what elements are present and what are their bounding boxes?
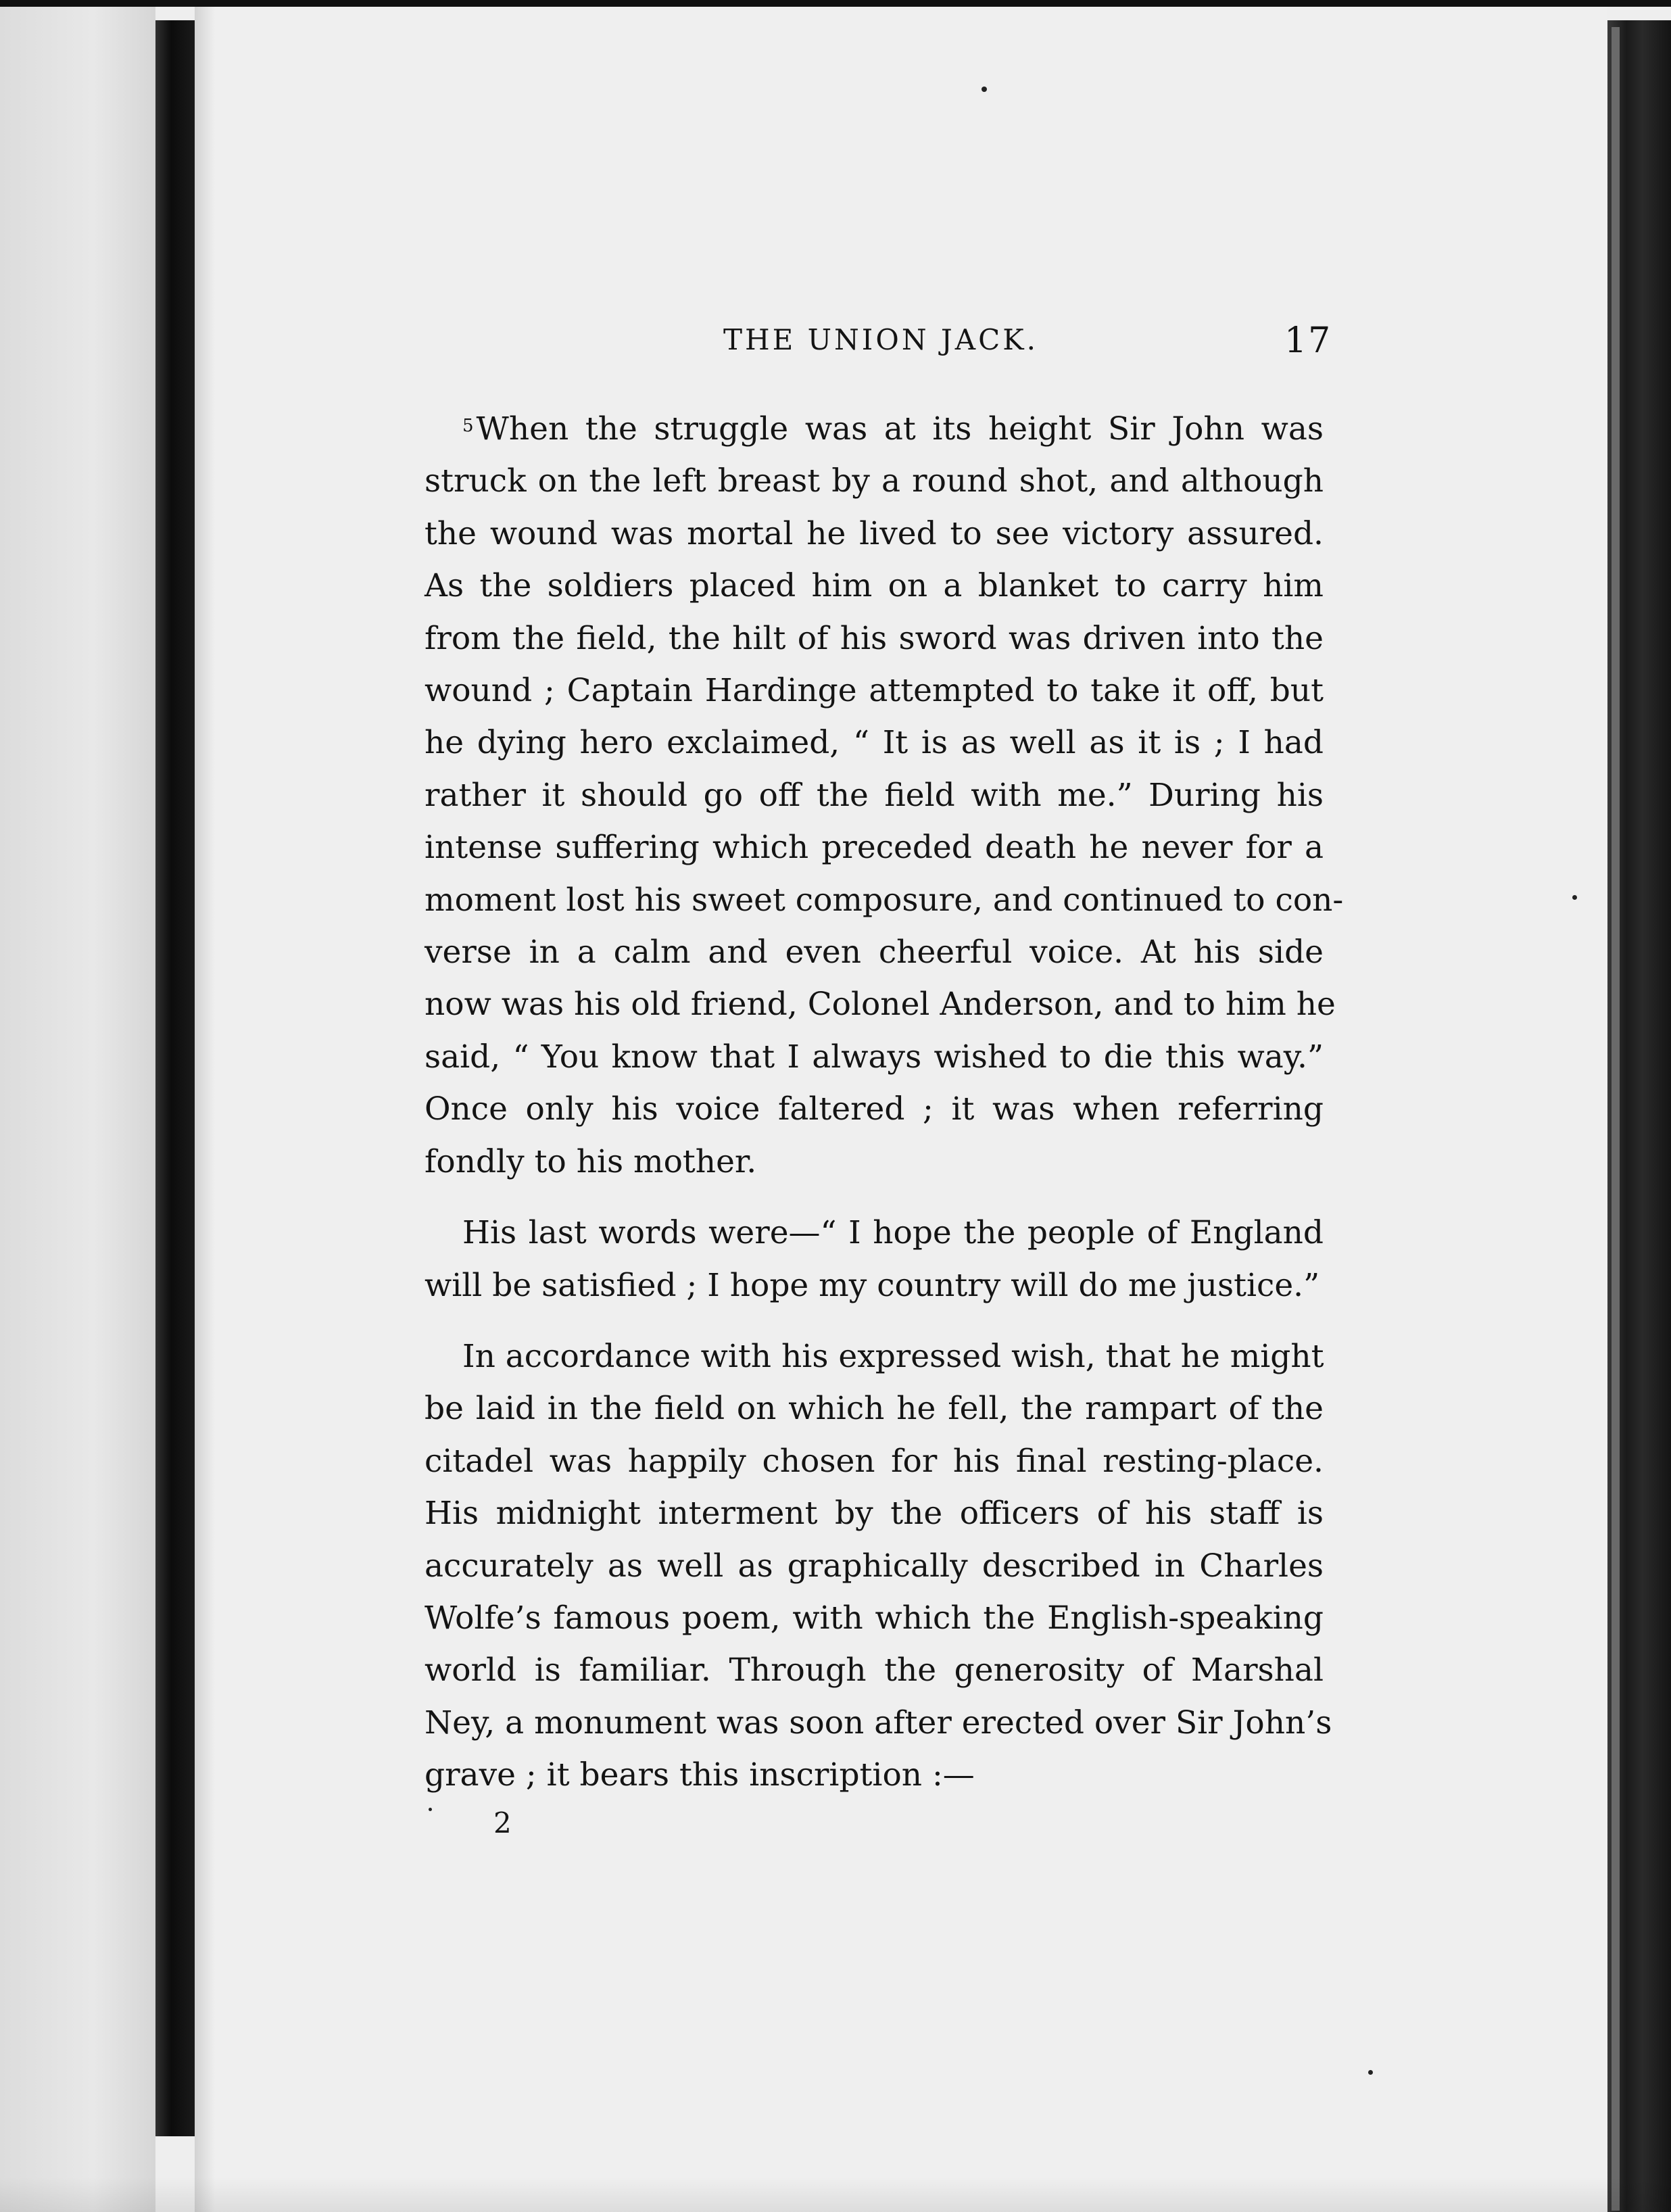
text-line: rather it should go off the field with me.” During his (425, 776, 1324, 814)
text-line: moment lost his sweet composure, and continued to con- (425, 881, 1344, 919)
text-line: As the soldiers placed him on a blanket to carry him (425, 567, 1324, 605)
text-line: verse in a calm and even cheerful voice. At his side (425, 934, 1324, 971)
text-line: world is familiar. Through the generosity of Marshal (425, 1652, 1324, 1689)
scan-speck (982, 87, 987, 92)
text-line: the wound was mortal he lived to see victory assured. (425, 514, 1324, 552)
footnote-marker: 5 (462, 416, 474, 436)
text-line: fondly to his mother. (425, 1143, 757, 1180)
scan-speck (1572, 895, 1577, 900)
text-line: Once only his voice faltered ; it was when referring (425, 1090, 1324, 1128)
bottom-shadow (0, 2177, 1671, 2212)
text-line: Ney, a monument was soon after erected over Sir John’s (425, 1704, 1332, 1741)
text-line: grave ; it bears this inscription :— (425, 1756, 975, 1794)
book-gutter (155, 20, 195, 2136)
scan-speck (429, 1808, 432, 1811)
text-line: Wolfe’s famous poem, with which the English-speaking (425, 1599, 1324, 1637)
gutter-shadow (195, 0, 215, 2212)
text-line: he dying hero exclaimed, “ It is as well as it is ; I had (425, 724, 1324, 762)
paragraph-1 (425, 400, 1344, 1188)
text-line: be laid in the field on which he fell, the rampart of the (425, 1390, 1324, 1428)
text-line: In accordance with his expressed wish, that he might (462, 1337, 1324, 1375)
scan-speck (1368, 2070, 1373, 2075)
paragraph-3 (425, 1330, 1332, 1802)
body-text (425, 400, 1344, 1802)
printer-signature-mark: 2 (493, 1806, 512, 1840)
text-line: citadel was happily chosen for his final resting-place. (425, 1442, 1324, 1480)
text-line: will be satisfied ; I hope my country will do me justice.” (425, 1266, 1320, 1304)
text-line: accurately as well as graphically described in Charles (425, 1547, 1324, 1585)
paragraph-2 (425, 1207, 1324, 1312)
scan-top-border (0, 0, 1671, 7)
text-line: said, “ You know that I always wished to die this way.” (425, 1038, 1324, 1076)
text-line: intense suffering which preceded death he never for a (425, 829, 1324, 867)
text-line: His midnight interment by the officers of his staff is (425, 1495, 1324, 1533)
page-block-edge-highlight (1612, 27, 1620, 2211)
running-head: THE UNION JACK. (723, 323, 1038, 356)
page-number: 17 (1284, 320, 1332, 361)
text-line: His last words were—“ I hope the people of England (462, 1214, 1324, 1252)
text-line: struck on the left breast by a round shot, and although (425, 462, 1324, 500)
facing-page-edge (0, 0, 155, 2212)
text-line: $^5$When the struggle was at its height Sir John was (462, 410, 1324, 448)
text-line: wound ; Captain Hardinge attempted to take it off, but (425, 672, 1324, 710)
text-line: from the field, the hilt of his sword was driven into the (425, 619, 1324, 657)
text-line: now was his old friend, Colonel Anderson, and to him he (425, 986, 1336, 1024)
